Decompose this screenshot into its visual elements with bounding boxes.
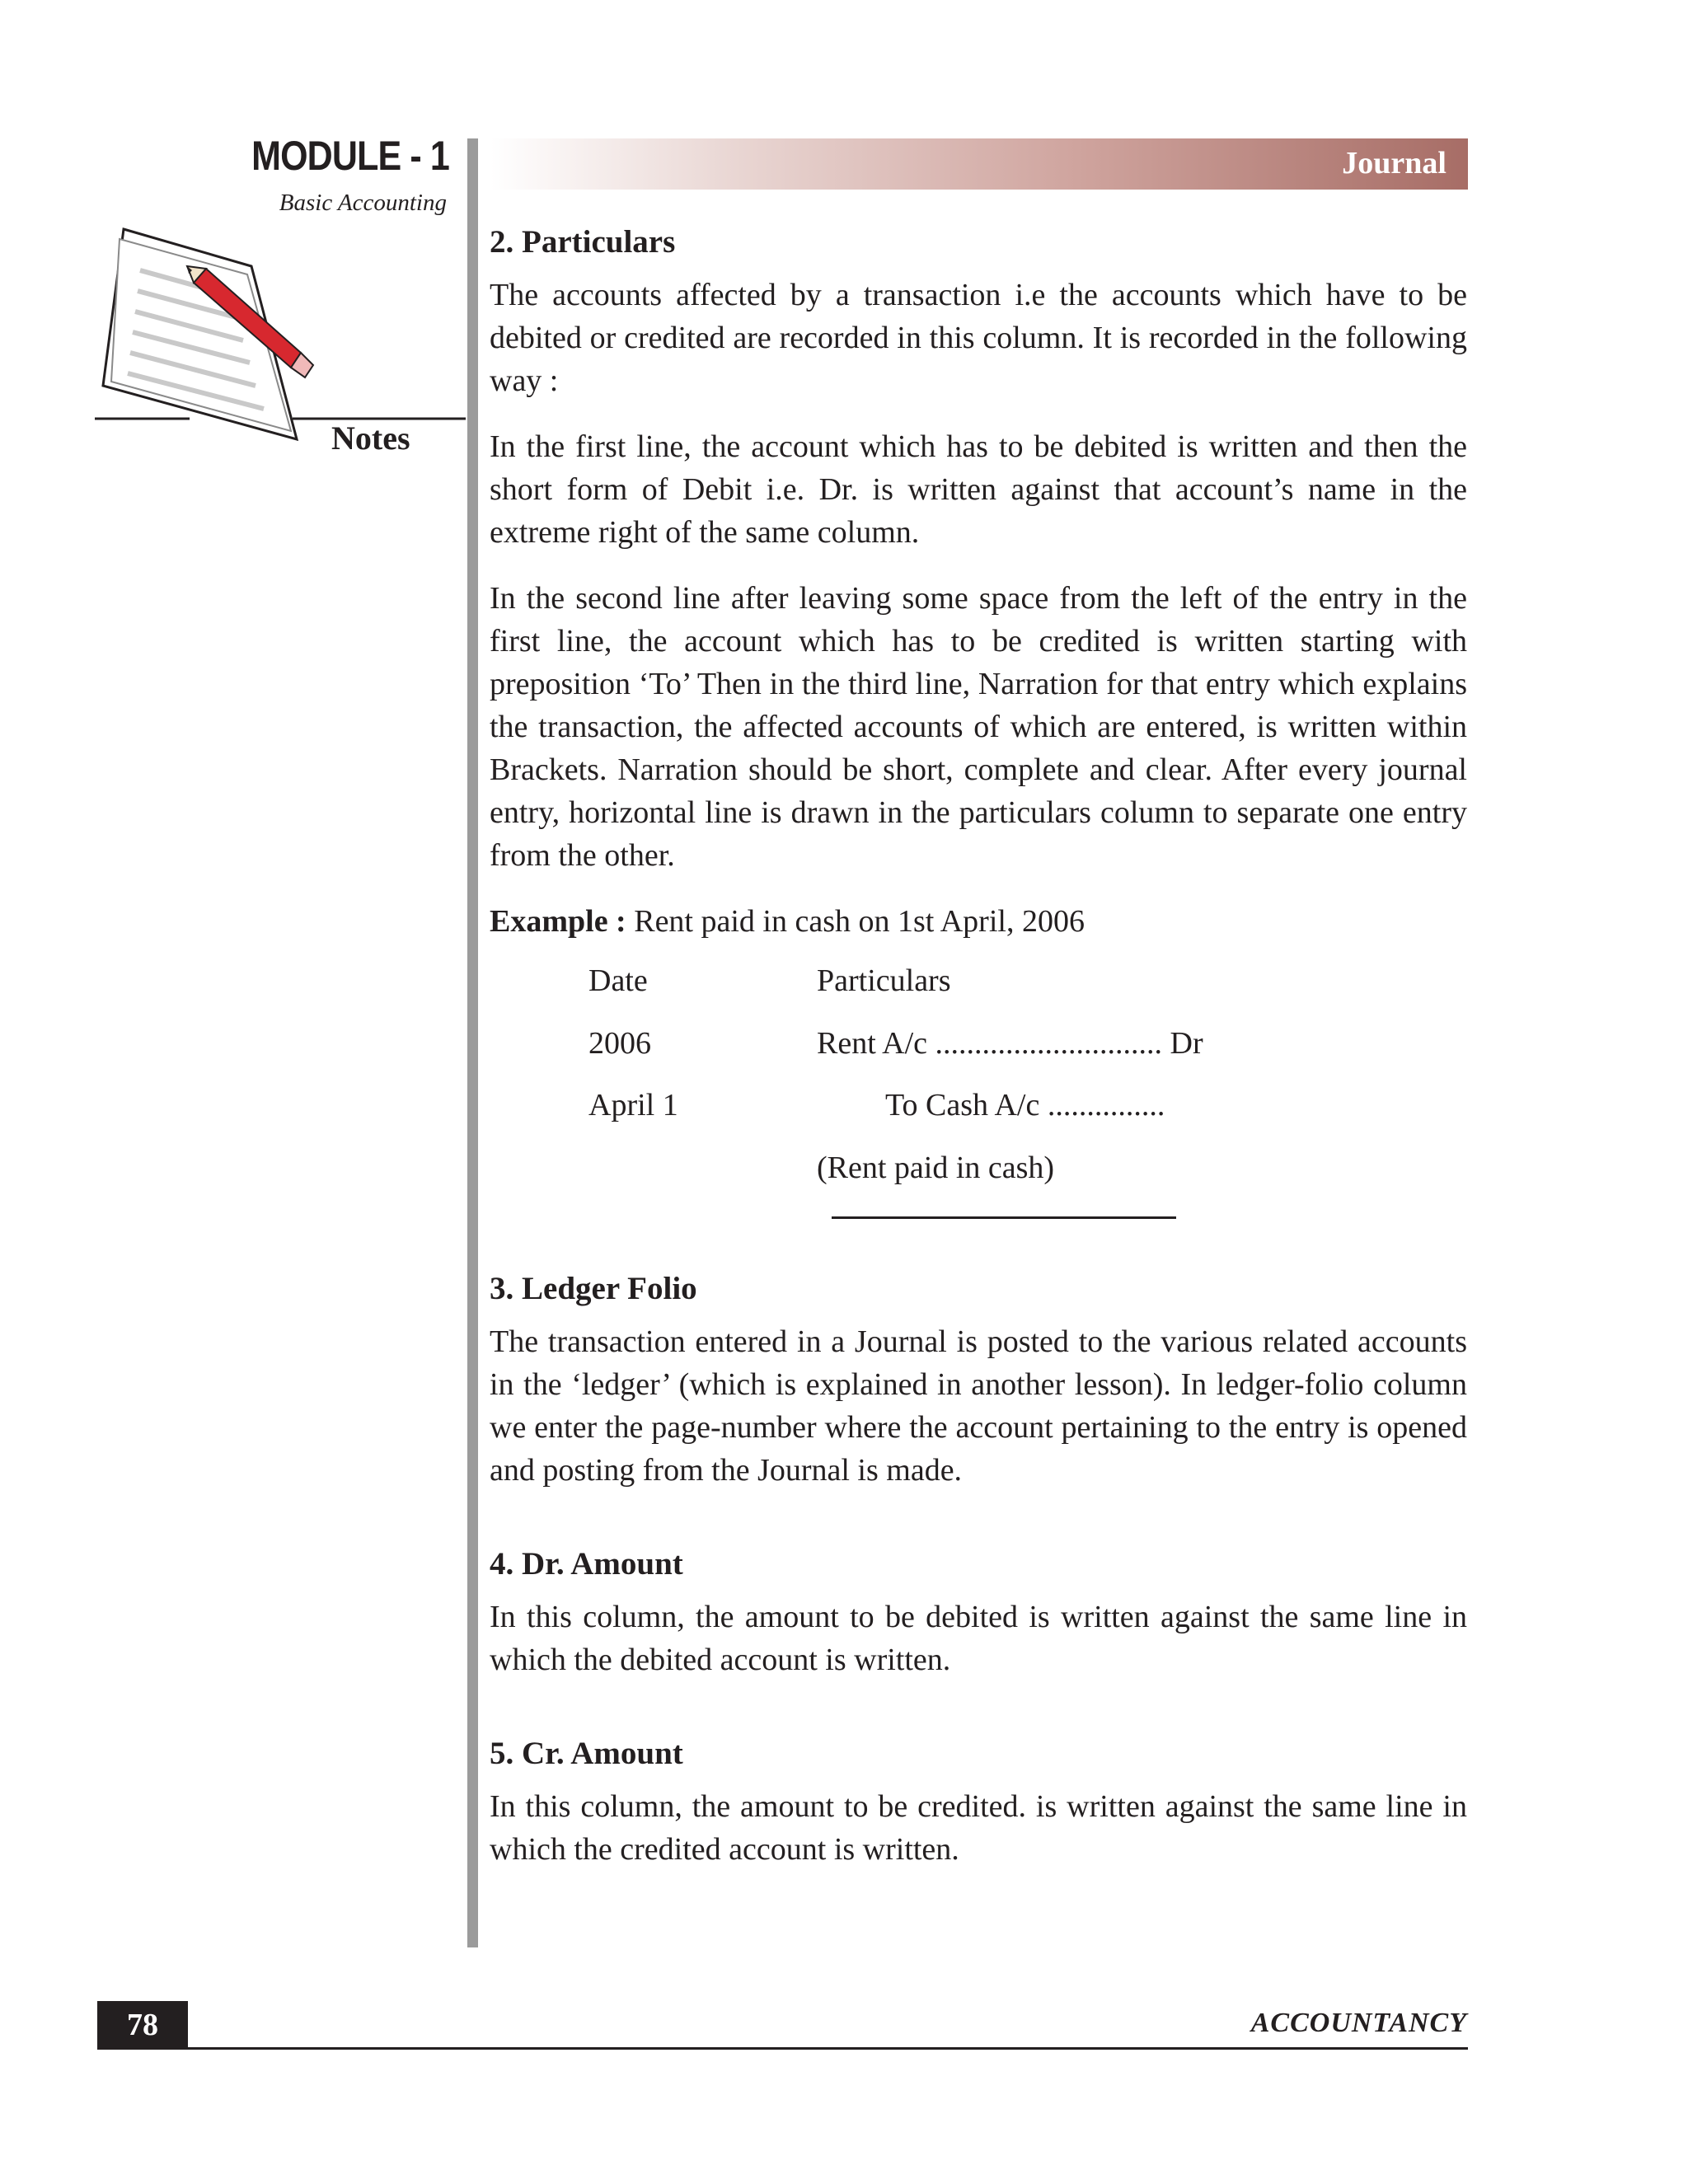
- footer-rule: [97, 2047, 1468, 2050]
- paragraph: In the second line after leaving some space from the left of the entry in the first line, the account which has to be credited is written starting with preposition ‘To’ Then in the third line, Narration for that entry which explains the transaction, the affected accounts of which are entered, is written within Brackets. Narration should be short, complete and clear. After every journal entry, horizontal line is drawn in the particulars column to separate one entry from the other.: [490, 581, 1467, 873]
- section-heading-particulars: 2. Particulars: [490, 224, 676, 260]
- main-content: [490, 221, 1467, 1894]
- entry-separator-line: [832, 1216, 1176, 1219]
- example-col-date: Date: [588, 963, 648, 998]
- section-heading-ledger-folio: 3. Ledger Folio: [490, 1271, 697, 1306]
- vertical-rule: [467, 138, 478, 1947]
- paragraph: In this column, the amount to be debited is written against the same line in which the debited account is written.: [490, 1600, 1467, 1677]
- header-title: Journal: [1342, 146, 1447, 180]
- section-heading-cr-amount: 5. Cr. Amount: [490, 1736, 683, 1771]
- paragraph: The accounts affected by a transaction i.e the accounts which have to be debited or credited are recorded in this column. It is recorded in the following way :: [490, 278, 1467, 398]
- example-col-particulars: Particulars: [817, 963, 951, 998]
- paragraph: The transaction entered in a Journal is posted to the various related accounts in the ‘ledger’ (which is explained in another lesson). In ledger-folio column we enter the page-number where the account pertaining to the entry is opened and posting from the Journal is made.: [490, 1324, 1467, 1488]
- example-text: Rent paid in cash on 1st April, 2006: [634, 904, 1085, 939]
- module-subtitle: Basic Accounting: [279, 190, 447, 216]
- paragraph: In the first line, the account which has to be debited is written and then the short form of Debit i.e. Dr. is written against that account’s name in the extreme right of the same column.: [490, 429, 1467, 550]
- example-debit-line: Rent A/c ............................. Dr: [817, 1026, 1203, 1061]
- example-year: 2006: [588, 1026, 651, 1061]
- example-credit-line: To Cash A/c ...............: [885, 1088, 1165, 1122]
- example-line: [490, 900, 1467, 943]
- notes-label: Notes: [331, 419, 410, 457]
- paragraph: In this column, the amount to be credited. is written against the same line in which the credited account is written.: [490, 1789, 1467, 1867]
- example-date: April 1: [588, 1088, 678, 1122]
- footer-subject: ACCOUNTANCY: [1250, 2008, 1467, 2038]
- example-journal-entry: [490, 959, 1467, 1231]
- example-narration: (Rent paid in cash): [817, 1151, 1055, 1185]
- example-label: Example :: [490, 904, 626, 939]
- header-band: [490, 138, 1468, 190]
- page-number: 78: [97, 2001, 188, 2049]
- module-title: MODULE - 1: [251, 133, 449, 179]
- section-heading-dr-amount: 4. Dr. Amount: [490, 1546, 683, 1582]
